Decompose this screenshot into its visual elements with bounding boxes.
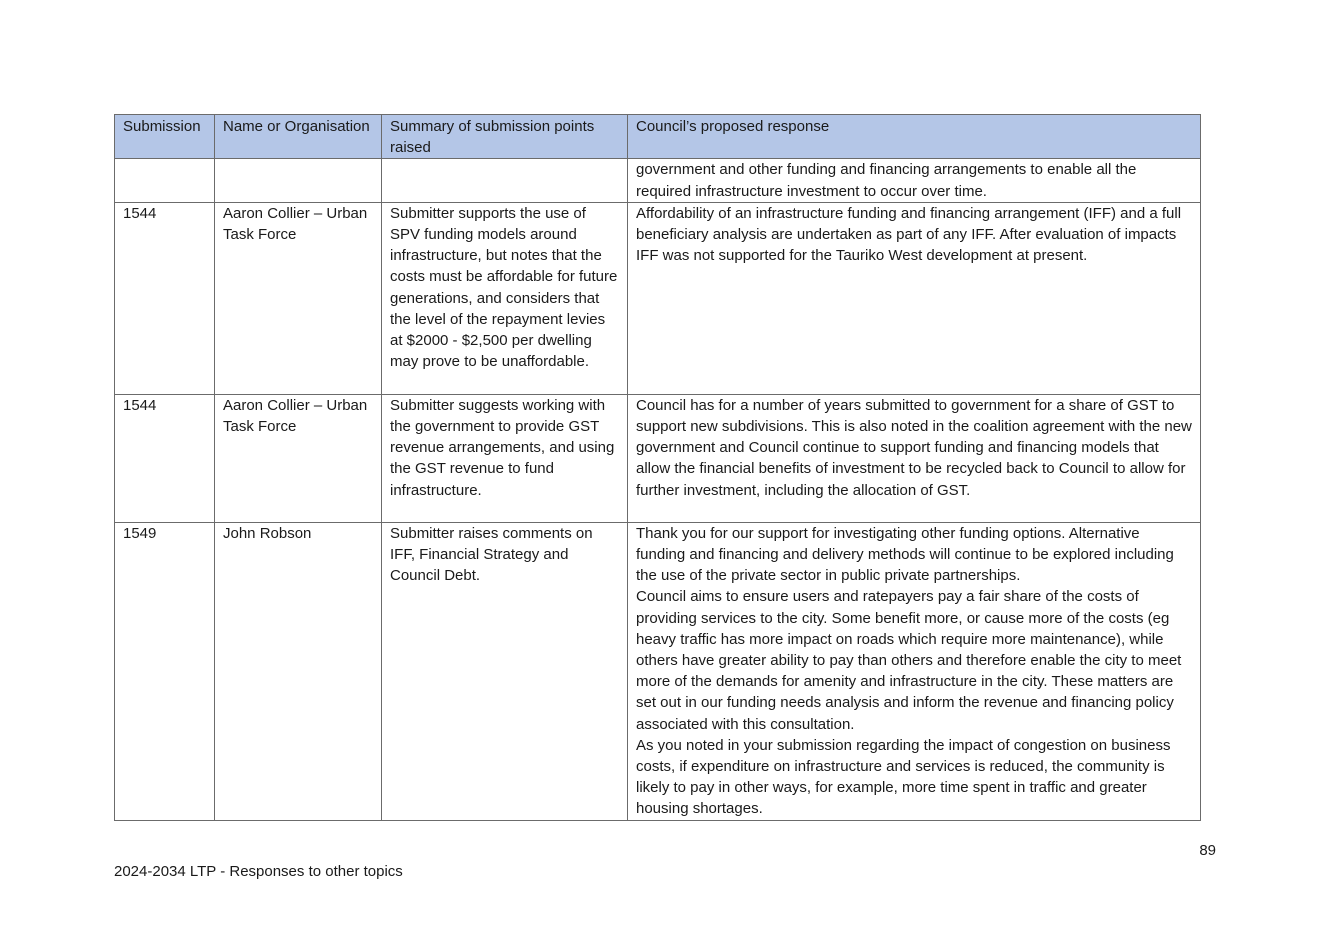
table-header-row: [115, 115, 1201, 159]
cell-summary: Submitter raises comments on IFF, Financial Strategy and Council Debt.: [382, 522, 628, 820]
cell-submission: 1549: [115, 522, 215, 820]
cell-name: [215, 159, 382, 202]
page-footer: 2024-2034 LTP - Responses to other topics: [114, 863, 403, 880]
table-row: [115, 394, 1201, 522]
table-row: [115, 202, 1201, 394]
header-response: Council’s proposed response: [628, 115, 1201, 159]
cell-submission: [115, 159, 215, 202]
cell-summary: Submitter supports the use of SPV funding models around infrastructure, but notes that the costs must be affordable for future generations, and considers that the level of the repayment levies at $2000 - $2,500 per dwelling may prove to be unaffordable.: [382, 202, 628, 394]
cell-name: Aaron Collier – Urban Task Force: [215, 202, 382, 394]
table-row: [115, 522, 1201, 820]
cell-summary: Submitter suggests working with the government to provide GST revenue arrangements, and using the GST revenue to fund infrastructure.: [382, 394, 628, 522]
cell-name: Aaron Collier – Urban Task Force: [215, 394, 382, 522]
submissions-table: [114, 114, 1201, 821]
cell-response: Council has for a number of years submitted to government for a share of GST to support new subdivisions. This is also noted in the coalition agreement with the new government and Council continue to support funding and financing models that allow the financial benefits of investment to be recycled back to Council to allow for further investment, including the allocation of GST.: [628, 394, 1201, 522]
header-summary: Summary of submission points raised: [382, 115, 628, 159]
header-name: Name or Organisation: [215, 115, 382, 159]
table-row: [115, 159, 1201, 202]
cell-submission: 1544: [115, 202, 215, 394]
cell-name: John Robson: [215, 522, 382, 820]
cell-response: Thank you for our support for investigating other funding options. Alternative funding and financing and delivery methods will continue to be explored including the use of the private sector in public private partnerships. Council aims to ensure users and ratepayers pay a fair share of the costs of providing services to the city. Some benefit more, or cause more of the costs (eg heavy traffic has more impact on roads which require more maintenance), while others have greater ability to pay than others and therefore enable the city to meet more of the demands for amenity and infrastructure in the city. These matters are set out in our funding needs analysis and inform the revenue and financing policy associated with this consultation. As you noted in your submission regarding the impact of congestion on business costs, if expenditure on infrastructure and services is reduced, the community is likely to pay in other ways, for example, more time spent in traffic and greater housing shortages.: [628, 522, 1201, 820]
header-submission: Submission: [115, 115, 215, 159]
cell-response: Affordability of an infrastructure funding and financing arrangement (IFF) and a full beneficiary analysis are undertaken as part of any IFF. After evaluation of impacts IFF was not supported for the Tauriko West development at present.: [628, 202, 1201, 394]
cell-summary: [382, 159, 628, 202]
cell-submission: 1544: [115, 394, 215, 522]
cell-response: government and other funding and financing arrangements to enable all the required infrastructure investment to occur over time.: [628, 159, 1201, 202]
page-number: 89: [1199, 842, 1216, 859]
